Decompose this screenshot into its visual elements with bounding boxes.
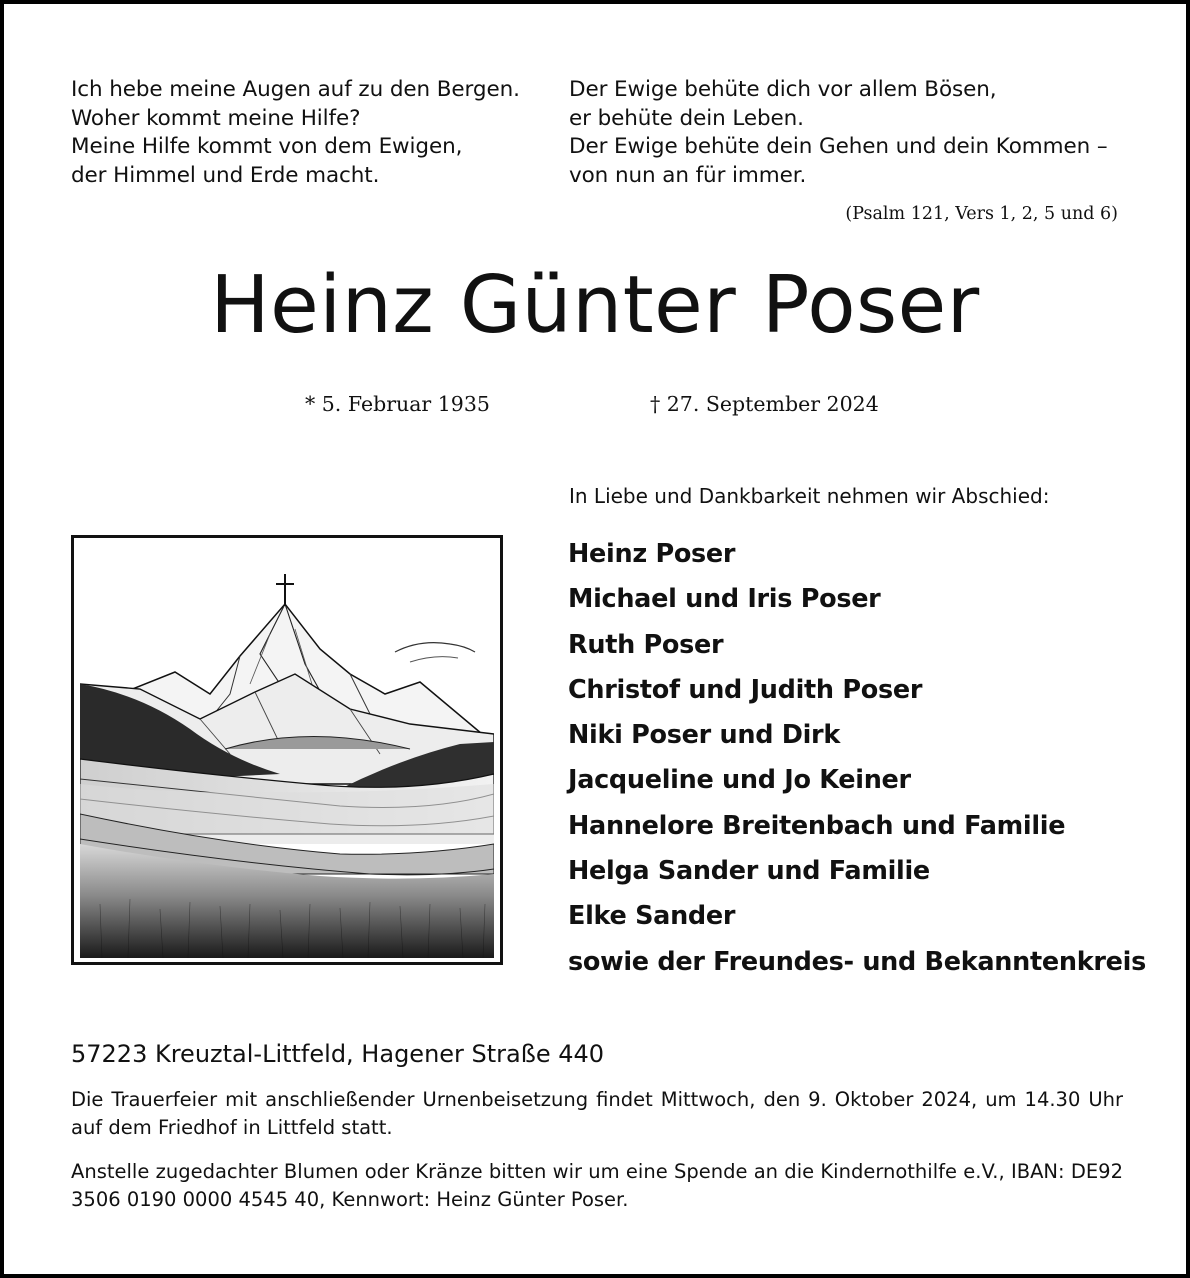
mountain-cross-illustration xyxy=(71,535,503,965)
mourner-name: Ruth Poser xyxy=(568,629,724,660)
psalm-line: der Himmel und Erde macht. xyxy=(71,162,380,188)
birth-date: * 5. Februar 1935 xyxy=(305,392,490,416)
ceremony-info: Die Trauerfeier mit anschließender Urnenbeisetzung findet Mittwoch, den 9. Oktober 2024, um 14.30 Uhr auf dem Friedhof in Littfeld statt. xyxy=(71,1088,1123,1139)
psalm-line: er behüte dein Leben. xyxy=(569,105,804,131)
donation-info: Anstelle zugedachter Blumen oder Kränze bitten wir um eine Spende an die Kindernothilfe e.V., IBAN: DE92 3506 0190 0000 4545 40, Kennwort: Heinz Günter Poser. xyxy=(71,1160,1123,1211)
family-address: 57223 Kreuztal-Littfeld, Hagener Straße 440 xyxy=(71,1040,605,1068)
mourners-list xyxy=(568,532,1146,985)
farewell-intro: In Liebe und Dankbarkeit nehmen wir Abschied: xyxy=(569,484,1050,508)
deceased-name: Heinz Günter Poser xyxy=(210,259,980,351)
mourner-name: Hannelore Breitenbach und Familie xyxy=(568,810,1066,841)
psalm-line: Meine Hilfe kommt von dem Ewigen, xyxy=(71,134,463,159)
mountain-cross-icon xyxy=(80,544,494,958)
mourner-name: Heinz Poser xyxy=(568,539,736,569)
mourner-name: Jacqueline und Jo Keiner xyxy=(568,765,911,796)
mourner-name: Christof und Judith Poser xyxy=(568,674,923,705)
psalm-line: Der Ewige behüte dein Gehen und dein Kommen – xyxy=(569,134,1108,159)
mourner-name: sowie der Freundes- und Bekanntenkreis xyxy=(568,946,1146,977)
psalm-line: Ich hebe meine Augen auf zu den Bergen. xyxy=(71,77,520,102)
mourner-name: Elke Sander xyxy=(568,901,736,932)
mourner-name: Michael und Iris Poser xyxy=(568,584,881,615)
psalm-reference: (Psalm 121, Vers 1, 2, 5 und 6) xyxy=(845,204,1118,224)
psalm-line: von nun an für immer. xyxy=(569,162,807,188)
death-date: † 27. September 2024 xyxy=(650,392,879,416)
psalm-line: Woher kommt meine Hilfe? xyxy=(71,105,361,131)
mourner-name: Niki Poser und Dirk xyxy=(568,720,840,751)
psalm-right-column xyxy=(569,76,1108,190)
psalm-left-column xyxy=(71,76,520,190)
mourner-name: Helga Sander und Familie xyxy=(568,856,930,887)
psalm-line: Der Ewige behüte dich vor allem Bösen, xyxy=(569,77,997,102)
